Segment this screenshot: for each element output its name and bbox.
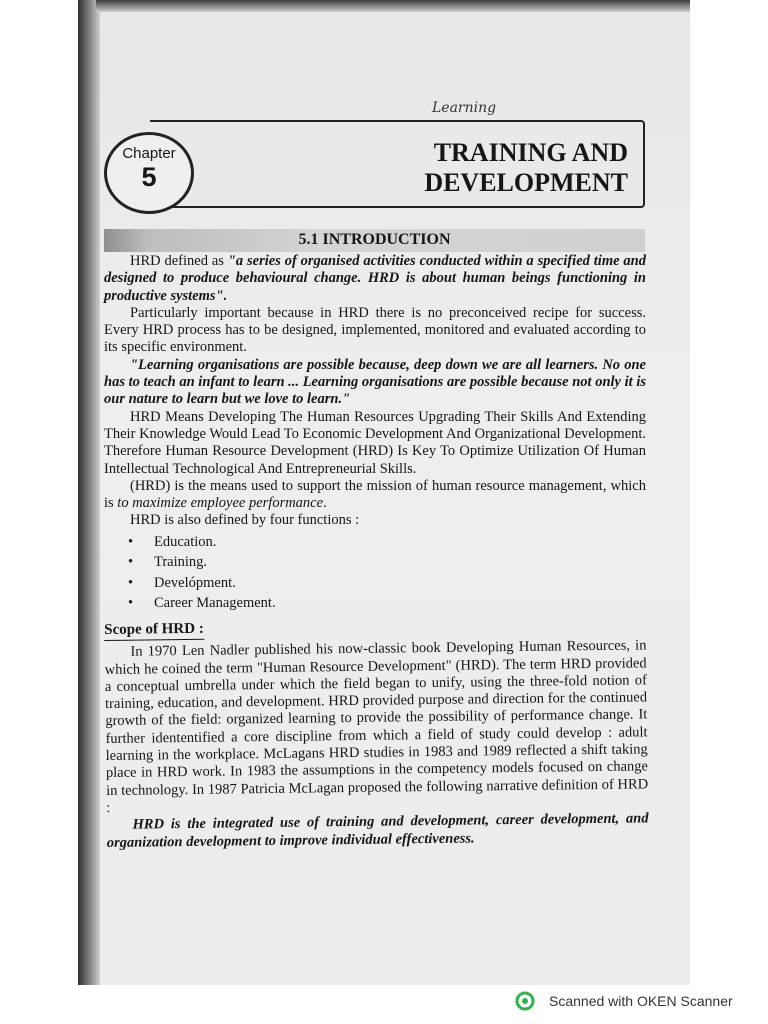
section-heading: 5.1 INTRODUCTION bbox=[298, 231, 451, 248]
list-item: • Education. bbox=[128, 532, 646, 553]
chapter-label: Chapter bbox=[122, 145, 176, 162]
p1-quote: "a series of organised activities conducted within a specified time and designed to produce behavioural change. HRD is about human beings functioning in productive systems". bbox=[104, 253, 646, 304]
scope-section bbox=[104, 607, 649, 851]
list-item: • Training. bbox=[128, 552, 646, 573]
chapter-title-line2: DEVELOPMENT bbox=[424, 168, 628, 197]
list-item: • Career Management. bbox=[128, 593, 646, 614]
p5-italic: to maximize employee performance bbox=[117, 495, 324, 512]
functions-list bbox=[104, 530, 646, 614]
paragraph-four-functions: HRD is also defined by four functions : bbox=[130, 512, 360, 529]
paragraph-importance: Particularly important because in HRD there is no preconceived recipe for success. Every HRD process has to be designed, implemented, monitored and evaluated according to its specific environment. bbox=[104, 304, 646, 356]
scanner-text: Scanned with OKEN Scanner bbox=[549, 993, 733, 1009]
scanner-watermark bbox=[515, 988, 733, 1014]
chapter-badge bbox=[104, 132, 194, 214]
scanner-logo-icon bbox=[515, 991, 535, 1011]
list-item: • Develópment. bbox=[128, 573, 646, 594]
paragraph-scope: In 1970 Len Nadler published his now-classic book Developing Human Resources, in which he coined the term "Human Resource Development" (HRD). The term HRD provided a conceptual umbrella under which the field began to unify, using the three-fold notion of training, education, and development. HRD provided purpose and direction for the continued growth of the field: organized learning to provide the possibility of performance change. It further idententified a core discipline from which a field of study could develop : adult learning in the workplace. McLagans HRD studies in 1983 and 1989 reflected a shift taking place in HRD work. In 1983 the assumptions in the competency models focused on change in technology. In 1987 Patricia McLagan proposed the following narrative definition of HRD : bbox=[104, 637, 649, 816]
chapter-number: 5 bbox=[141, 162, 157, 192]
paragraph-hrd-definition bbox=[104, 253, 646, 305]
paragraph-final-definition: HRD is the integrated use of training and development, career development, and organization development to improve individual effectiveness. bbox=[106, 810, 649, 851]
chapter-title-line1: TRAINING AND bbox=[433, 138, 628, 167]
handwritten-note: Learning bbox=[432, 100, 497, 116]
chapter-title bbox=[400, 138, 628, 198]
scope-heading: Scope of HRD : bbox=[104, 621, 204, 642]
p5-end: . bbox=[323, 495, 327, 512]
page-top-edge bbox=[96, 0, 690, 12]
page-body bbox=[104, 253, 649, 852]
paragraph-hrd-means: HRD Means Developing The Human Resources Upgrading Their Skills And Extending Their Knowledge Would Lead To Economic Development And Organizational Development. Therefore Human Resource Development (HRD) Is Key To Optimize Utilization Of Human Intellectual Technological And Entrepreneurial Skills. bbox=[104, 408, 646, 477]
p1-lead: HRD defined as bbox=[130, 253, 228, 269]
paragraph-learning-quote: "Learning organisations are possible because, deep down we are all learners. No one has to teach an infant to learn ... Learning organisations are possible because not only it is our nature to learn but we love to learn." bbox=[104, 356, 646, 408]
p5-lead: (HRD) is the means used to support the mission of human resource management, which is bbox=[104, 477, 646, 512]
paragraph-hrd-mission bbox=[104, 478, 646, 513]
